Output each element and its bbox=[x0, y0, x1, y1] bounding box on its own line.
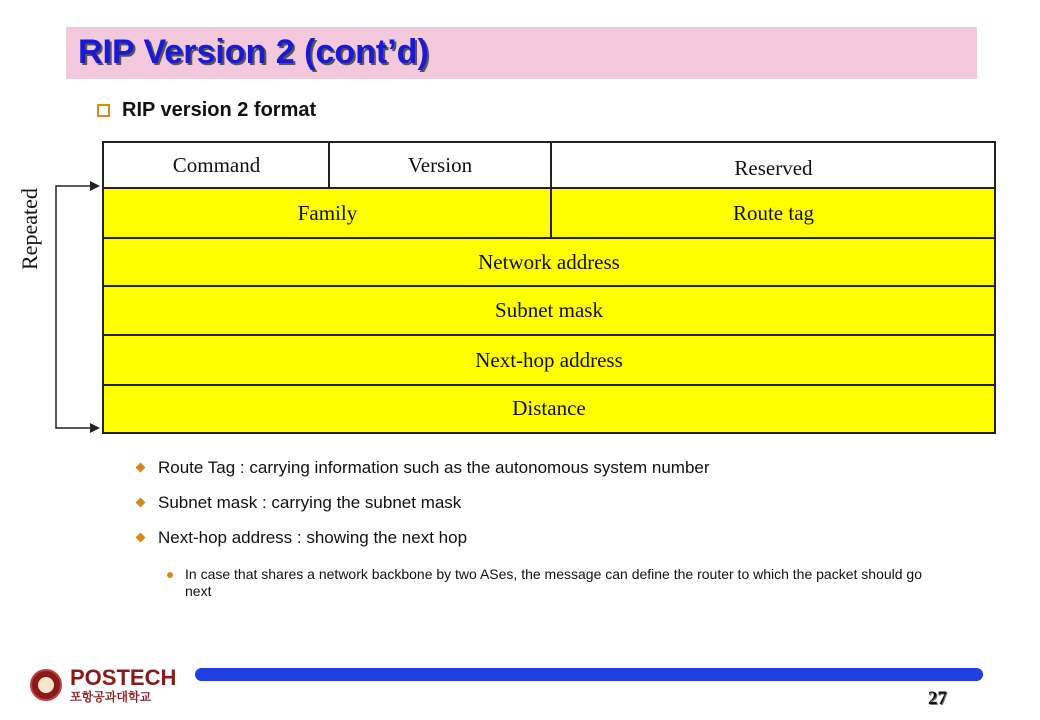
family-field: Family bbox=[297, 200, 358, 225]
divider bbox=[104, 187, 994, 189]
bullet-text: Route Tag : carrying information such as the autonomous system number bbox=[158, 458, 710, 477]
page-title: RIP Version 2 (cont’d) bbox=[78, 33, 429, 71]
divider bbox=[550, 143, 552, 238]
divider bbox=[104, 334, 994, 336]
diamond-bullet-icon bbox=[136, 533, 146, 543]
network-address-row bbox=[104, 238, 994, 286]
next-hop-row bbox=[104, 335, 994, 385]
square-bullet-icon bbox=[97, 104, 110, 117]
list-item bbox=[137, 528, 467, 548]
dot-bullet-icon bbox=[167, 572, 173, 578]
page-number: 27 bbox=[928, 688, 947, 709]
sub-bullet-text: In case that shares a network backbone by two ASes, the message can define the router to which the packet should go next bbox=[185, 566, 923, 599]
next-hop-field: Next-hop address bbox=[475, 347, 623, 372]
section-heading bbox=[97, 98, 316, 122]
route-tag-field: Route tag bbox=[732, 200, 815, 225]
divider bbox=[104, 384, 994, 386]
distance-row bbox=[104, 385, 994, 432]
logo-subtitle: 포항공과대학교 bbox=[70, 690, 152, 704]
version-field: Version bbox=[407, 153, 473, 177]
divider bbox=[328, 143, 330, 188]
postech-logo bbox=[30, 667, 176, 703]
family-row bbox=[104, 188, 994, 238]
footer-bar bbox=[195, 668, 983, 681]
header-row bbox=[104, 143, 994, 188]
title-bar bbox=[66, 27, 977, 79]
subnet-mask-field: Subnet mask bbox=[495, 298, 603, 322]
divider bbox=[104, 285, 994, 287]
bullet-text: Subnet mask : carrying the subnet mask bbox=[158, 493, 462, 512]
diamond-bullet-icon bbox=[136, 498, 146, 508]
section-heading-text: RIP version 2 format bbox=[122, 98, 317, 121]
command-field: Command bbox=[172, 153, 261, 177]
university-emblem-icon bbox=[30, 669, 62, 701]
reserved-field: Reserved bbox=[734, 156, 813, 180]
bullet-text: Next-hop address : showing the next hop bbox=[158, 528, 468, 547]
rip-v2-format-diagram bbox=[102, 141, 996, 434]
repeated-bracket-arrow bbox=[48, 178, 102, 436]
subnet-mask-row bbox=[104, 286, 994, 335]
divider bbox=[104, 237, 994, 239]
list-item bbox=[137, 458, 710, 478]
distance-field: Distance bbox=[512, 396, 586, 420]
logo-name: POSTECH bbox=[70, 665, 177, 690]
sub-list-item bbox=[167, 566, 927, 600]
list-item bbox=[137, 493, 461, 513]
network-address-field: Network address bbox=[478, 249, 620, 274]
repeated-label: Repeated bbox=[17, 188, 42, 270]
diamond-bullet-icon bbox=[136, 463, 146, 473]
